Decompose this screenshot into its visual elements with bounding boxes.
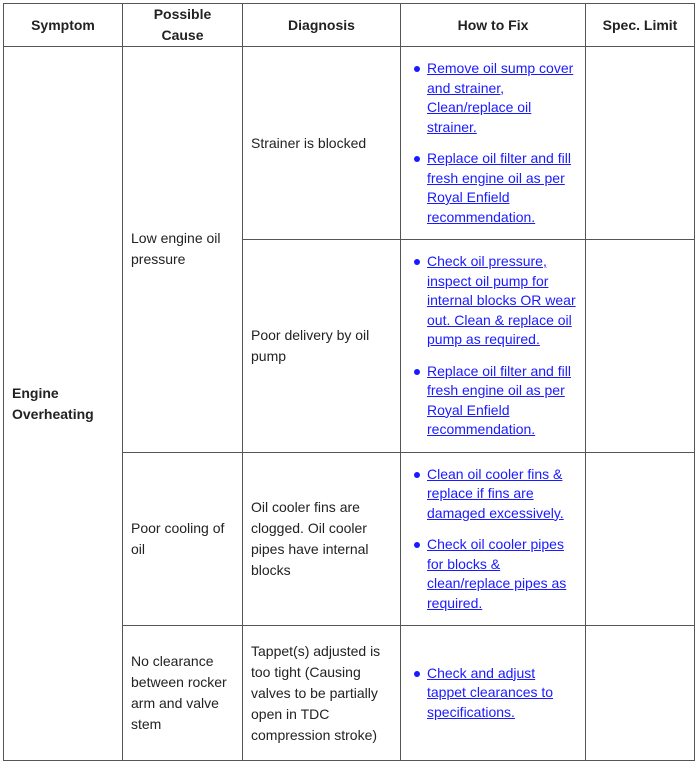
diagnosis-text: Oil cooler fins are clogged. Oil cooler pipes have internal blocks bbox=[251, 498, 369, 578]
header-possible-cause: Possible Cause bbox=[123, 4, 243, 47]
fix-item[interactable] bbox=[427, 535, 577, 613]
cause-cell bbox=[123, 47, 243, 453]
troubleshooting-table bbox=[3, 3, 695, 761]
fix-item[interactable] bbox=[427, 252, 577, 350]
cause-text: No clearance between rocker arm and valve stem bbox=[131, 653, 227, 732]
cause-cell bbox=[123, 452, 243, 626]
diagnosis-cell bbox=[243, 47, 401, 240]
fix-item[interactable] bbox=[427, 664, 577, 723]
spec-limit-cell bbox=[586, 240, 695, 453]
diagnosis-cell bbox=[243, 626, 401, 761]
header-symptom: Symptom bbox=[4, 4, 123, 47]
diagnosis-cell bbox=[243, 240, 401, 453]
diagnosis-text: Strainer is blocked bbox=[251, 134, 367, 151]
fix-link[interactable]: Check and adjust tappet clearances to specifications. bbox=[427, 664, 554, 720]
fix-cell bbox=[401, 626, 586, 761]
header-spec-limit: Spec. Limit bbox=[586, 4, 695, 47]
header-row bbox=[4, 4, 695, 47]
diagnosis-text: Tappet(s) adjusted is too tight (Causing valves to be partially open in TDC compression stroke) bbox=[251, 642, 381, 743]
fix-item[interactable] bbox=[427, 149, 577, 227]
fix-link[interactable]: Replace oil filter and fill fresh engine oil as per Royal Enfield recommendation. bbox=[427, 362, 571, 437]
fix-link[interactable]: Clean oil cooler fins & replace if fins are damaged excessively. bbox=[427, 465, 564, 521]
fix-list bbox=[409, 664, 577, 723]
spec-limit-cell bbox=[586, 47, 695, 240]
fix-item[interactable] bbox=[427, 465, 577, 524]
fix-list bbox=[409, 465, 577, 614]
header-how-to-fix: How to Fix bbox=[401, 4, 586, 47]
header-diagnosis: Diagnosis bbox=[243, 4, 401, 47]
fix-link[interactable]: Check oil cooler pipes for blocks & clean/replace pipes as required. bbox=[427, 536, 567, 611]
symptom-cell bbox=[4, 47, 123, 761]
cause-text: Low engine oil pressure bbox=[131, 230, 221, 268]
fix-cell bbox=[401, 452, 586, 626]
cause-cell bbox=[123, 626, 243, 761]
diagnosis-text: Poor delivery by oil pump bbox=[251, 326, 370, 364]
table-row bbox=[4, 47, 695, 240]
fix-cell bbox=[401, 240, 586, 453]
fix-link[interactable]: Remove oil sump cover and strainer, Clean/replace oil strainer. bbox=[427, 60, 574, 135]
cause-text: Poor cooling of oil bbox=[131, 519, 225, 557]
fix-cell bbox=[401, 47, 586, 240]
fix-list bbox=[409, 59, 577, 227]
fix-item[interactable] bbox=[427, 362, 577, 440]
fix-item[interactable] bbox=[427, 59, 577, 137]
symptom-text: Engine Overheating bbox=[12, 384, 94, 422]
spec-limit-cell bbox=[586, 626, 695, 761]
fix-link[interactable]: Check oil pressure, inspect oil pump for internal blocks OR wear out. Clean & replace oil pump as required. bbox=[427, 253, 576, 347]
fix-link[interactable]: Replace oil filter and fill fresh engine oil as per Royal Enfield recommendation. bbox=[427, 150, 571, 225]
fix-list bbox=[409, 252, 577, 440]
diagnosis-cell bbox=[243, 452, 401, 626]
spec-limit-cell bbox=[586, 452, 695, 626]
